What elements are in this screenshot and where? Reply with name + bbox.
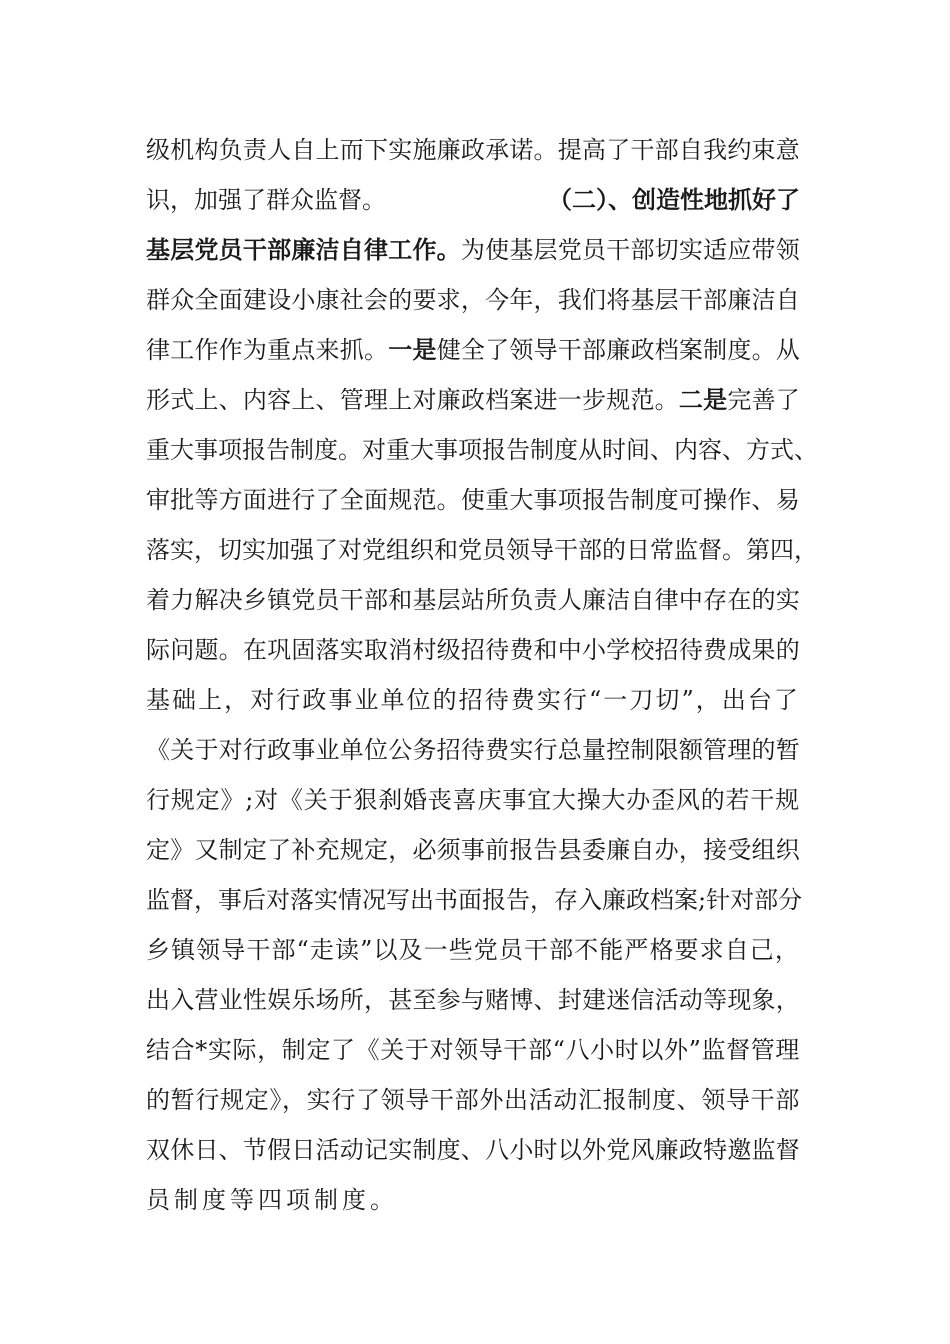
text-line [146, 630, 800, 670]
text-run: 群众全面建设小康社会的要求，今年，我们将基层干部廉洁自 [146, 286, 800, 314]
text-run: 的暂行规定》，实行了领导干部外出活动汇报制度、领导干部 [146, 1086, 800, 1114]
text-line [146, 180, 800, 220]
text-run: 《关于对行政事业单位公务招待费实行总量控制限额管理的暂 [146, 736, 800, 764]
text-line [146, 330, 800, 370]
bold-run: 二是 [678, 385, 728, 414]
text-line [146, 980, 800, 1020]
bold-run: 一是 [388, 335, 437, 364]
text-run: 行规定》;对《关于狠刹婚丧喜庆事宜大操大办歪风的若干规 [146, 786, 800, 814]
text-run: 双休日、节假日活动记实制度、八小时以外党风廉政特邀监督 [146, 1136, 800, 1164]
bold-run: 基层党员干部廉洁自律工作。 [146, 235, 461, 264]
text-line [146, 930, 800, 970]
text-line [146, 580, 800, 620]
text-run: 为使基层党员干部切实适应带领 [460, 236, 801, 264]
text-run: 基础上，对行政事业单位的招待费实行“一刀切”，出台了 [146, 686, 800, 714]
text-run: 形式上、内容上、管理上对廉政档案进一步规范。 [146, 386, 679, 414]
text-line [146, 880, 802, 920]
text-run: 健全了领导干部廉政档案制度。从 [436, 336, 801, 364]
text-run: 识，加强了群众监督。 [146, 186, 386, 214]
text-line [146, 130, 800, 170]
text-run: 重大事项报告制度。对重大事项报告制度从时间、内容、方式、 [146, 436, 818, 464]
text-run: 乡镇领导干部“走读”以及一些党员干部不能严格要求自己， [146, 936, 800, 964]
text-line [146, 1130, 800, 1170]
text-line [146, 280, 800, 320]
text-line [146, 680, 800, 720]
text-run: 定》又制定了补充规定，必须事前报告县委廉自办，接受组织 [146, 836, 800, 864]
bold-run: （二）、创造性地抓好了 [548, 185, 800, 214]
text-line [146, 830, 800, 870]
text-line [146, 730, 800, 770]
text-line [146, 1080, 800, 1120]
text-line [146, 480, 800, 520]
text-run: 出入营业性娱乐场所，甚至参与赌博、封建迷信活动等现象， [146, 986, 800, 1014]
text-line [146, 380, 800, 420]
text-line [146, 530, 818, 570]
text-run: 完善了 [727, 386, 801, 414]
text-run: 际问题。在巩固落实取消村级招待费和中小学校招待费成果的 [146, 636, 800, 664]
text-run: 监督，事后对落实情况写出书面报告，存入廉政档案;针对部分 [146, 886, 803, 914]
text-line [146, 430, 818, 470]
text-run: 级机构负责人自上而下实施廉政承诺。提高了干部自我约束意 [146, 136, 800, 164]
text-run: 律工作作为重点来抓。 [146, 336, 389, 364]
text-run: 审批等方面进行了全面规范。使重大事项报告制度可操作、易 [146, 486, 800, 514]
text-run: 结合*实际，制定了《关于对领导干部“八小时以外”监督管理 [146, 1036, 800, 1064]
text-run: 员制度等四项制度。 [146, 1186, 398, 1214]
text-run: 落实，切实加强了对党组织和党员领导干部的日常监督。第四， [146, 536, 818, 564]
text-line [146, 230, 800, 270]
text-line [146, 1030, 800, 1070]
text-run: 着力解决乡镇党员干部和基层站所负责人廉洁自律中存在的实 [146, 586, 800, 614]
text-line [146, 780, 800, 820]
text-line [146, 1180, 398, 1220]
